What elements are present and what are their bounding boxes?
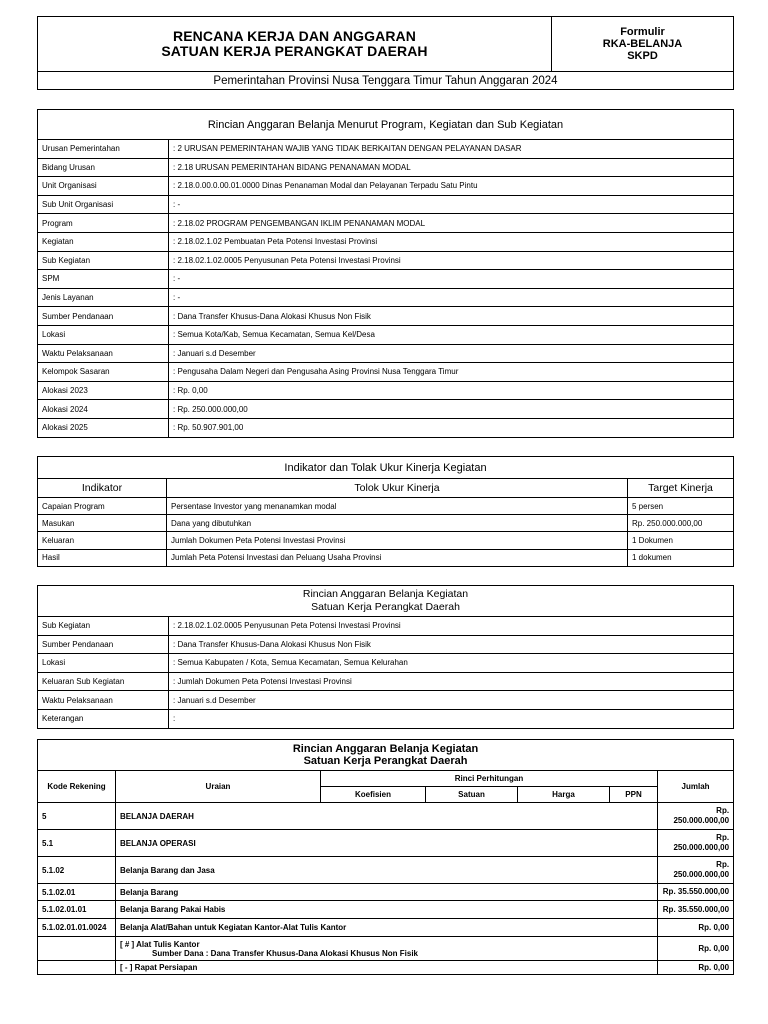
expenditure-description [116, 830, 658, 857]
program-detail-row [38, 214, 734, 233]
description-line-1: Belanja Barang dan Jasa [120, 865, 215, 875]
form-line-1: Formulir [620, 26, 665, 38]
expenditure-table [37, 739, 734, 975]
detail-label: Sub Kegiatan [38, 251, 169, 270]
detail-label: Alokasi 2024 [38, 400, 169, 419]
expenditure-row [38, 901, 734, 919]
indicator-name: Hasil [38, 549, 167, 566]
detail-value: : 2.18 URUSAN PEMERINTAHAN BIDANG PENANAMAN MODAL [169, 158, 734, 177]
program-details-table [37, 109, 734, 438]
detail-value: : Januari s.d Desember [169, 344, 734, 363]
expenditure-row [38, 857, 734, 884]
program-detail-row [38, 381, 734, 400]
detail-value: : Semua Kota/Kab, Semua Kecamatan, Semua Kel/Desa [169, 325, 734, 344]
program-detail-row [38, 418, 734, 437]
document-subtitle: Pemerintahan Provinsi Nusa Tenggara Timur Tahun Anggaran 2024 [38, 72, 734, 90]
expenditure-amount [658, 884, 734, 901]
document-title [38, 17, 552, 72]
detail-value: : 2.18.02.1.02.0005 Penyusunan Peta Potensi Investasi Provinsi [169, 617, 734, 636]
indicator-measure: Persentase Investor yang menanamkan modal [167, 498, 628, 515]
description-line-1: Belanja Alat/Bahan untuk Kegiatan Kantor-Alat Tulis Kantor [120, 923, 347, 932]
detail-value: : Rp. 250.000.000,00 [169, 400, 734, 419]
header-block [37, 16, 734, 90]
amount-line-1: Rp. 35.550.000,00 [662, 904, 730, 914]
detail-label: Waktu Pelaksanaan [38, 344, 169, 363]
detail-label: Kelompok Sasaran [38, 363, 169, 382]
detail-value: : Rp. 50.907.901,00 [169, 418, 734, 437]
indicator-measure: Dana yang dibutuhkan [167, 515, 628, 532]
activity-detail-row [38, 617, 734, 636]
detail-label: Keluaran Sub Kegiatan [38, 672, 169, 691]
detail-label: Program [38, 214, 169, 233]
detail-value: : - [169, 270, 734, 289]
expenditure-amount [658, 803, 734, 830]
program-detail-row [38, 177, 734, 196]
indicator-title: Indikator dan Tolak Ukur Kinerja Kegiatan [38, 457, 734, 479]
col-jumlah: Jumlah [658, 771, 734, 803]
program-detail-row [38, 363, 734, 382]
description-line-1: BELANJA DAERAH [120, 811, 194, 821]
detail-value: : 2 URUSAN PEMERINTAHAN WAJIB YANG TIDAK BERKAITAN DENGAN PELAYANAN DASAR [169, 140, 734, 159]
activity-title-line-2: Satuan Kerja Perangkat Daerah [311, 601, 460, 613]
col-indikator: Indikator [38, 479, 167, 498]
expenditure-amount [658, 919, 734, 937]
title-line-1: RENCANA KERJA DAN ANGGARAN [173, 28, 416, 44]
detail-label: Keterangan [38, 709, 169, 728]
activity-detail-row [38, 635, 734, 654]
title-line-2: SATUAN KERJA PERANGKAT DAERAH [161, 43, 428, 59]
detail-label: Urusan Pemerintahan [38, 140, 169, 159]
detail-label: Lokasi [38, 654, 169, 673]
expenditure-description [116, 857, 658, 884]
program-detail-row [38, 307, 734, 326]
expenditure-code [38, 937, 116, 961]
detail-label: Bidang Urusan [38, 158, 169, 177]
detail-label: SPM [38, 270, 169, 289]
expenditure-title-line-1: Rincian Anggaran Belanja Kegiatan [292, 743, 479, 755]
detail-label: Lokasi [38, 325, 169, 344]
expenditure-code: 5.1 [38, 830, 116, 857]
indicator-target: 1 Dokumen [628, 532, 734, 549]
detail-value: : 2.18.02.1.02.0005 Penyusunan Peta Potensi Investasi Provinsi [169, 251, 734, 270]
description-line-1: Belanja Barang [120, 887, 179, 897]
activity-detail-row [38, 691, 734, 710]
description-line-2: Sumber Dana : Dana Transfer Khusus-Dana Alokasi Khusus Non Fisik [152, 948, 418, 958]
expenditure-code: 5.1.02.01 [38, 884, 116, 901]
detail-label: Jenis Layanan [38, 288, 169, 307]
col-rinci-perhitungan: Rinci Perhitungan [321, 771, 658, 787]
expenditure-description [116, 961, 658, 975]
expenditure-title [38, 740, 734, 771]
amount-line-2: 250.000.000,00 [673, 870, 730, 879]
col-koefisien: Koefisien [321, 787, 426, 803]
expenditure-code: 5.1.02.01.01 [38, 901, 116, 919]
description-line-1: Belanja Barang Pakai Habis [120, 905, 226, 914]
expenditure-row [38, 919, 734, 937]
detail-value: : [169, 709, 734, 728]
form-line-3: SKPD [627, 50, 658, 62]
program-detail-row [38, 251, 734, 270]
expenditure-amount [658, 937, 734, 961]
col-ppn: PPN [610, 787, 658, 803]
expenditure-description [116, 919, 658, 937]
program-detail-row [38, 158, 734, 177]
detail-value: : Semua Kabupaten / Kota, Semua Kecamatan, Semua Kelurahan [169, 654, 734, 673]
detail-value: : 2.18.0.00.0.00.01.0000 Dinas Penanaman Modal dan Pelayanan Terpadu Satu Pintu [169, 177, 734, 196]
col-uraian: Uraian [116, 771, 321, 803]
activity-title-line-1: Rincian Anggaran Belanja Kegiatan [302, 588, 469, 600]
expenditure-amount [658, 961, 734, 975]
expenditure-code [38, 961, 116, 975]
amount-line-1: Rp. [716, 833, 730, 842]
detail-value: : - [169, 195, 734, 214]
expenditure-row [38, 937, 734, 961]
activity-details-table [37, 585, 734, 729]
amount-line-1: Rp. 0,00 [698, 962, 730, 972]
expenditure-code: 5.1.02 [38, 857, 116, 884]
detail-label: Sumber Pendanaan [38, 307, 169, 326]
amount-line-2: 250.000.000,00 [673, 843, 730, 852]
program-details-title: Rincian Anggaran Belanja Menurut Program, Kegiatan dan Sub Kegiatan [38, 110, 734, 140]
program-detail-row [38, 400, 734, 419]
indicator-name: Keluaran [38, 532, 167, 549]
col-satuan: Satuan [426, 787, 518, 803]
expenditure-row [38, 830, 734, 857]
col-tolok-ukur: Tolok Ukur Kinerja [167, 479, 628, 498]
program-detail-row [38, 232, 734, 251]
program-detail-row [38, 270, 734, 289]
indicator-row [38, 532, 734, 549]
amount-line-1: Rp. 35.550.000,00 [662, 887, 730, 896]
indicator-row [38, 515, 734, 532]
indicator-table [37, 456, 734, 567]
indicator-target: Rp. 250.000.000,00 [628, 515, 734, 532]
amount-line-1: Rp. [716, 860, 730, 869]
description-line-1: BELANJA OPERASI [120, 838, 196, 848]
detail-label: Waktu Pelaksanaan [38, 691, 169, 710]
detail-value: : Dana Transfer Khusus-Dana Alokasi Khusus Non Fisik [169, 635, 734, 654]
activity-detail-row [38, 672, 734, 691]
expenditure-amount [658, 901, 734, 919]
program-detail-row [38, 288, 734, 307]
amount-line-1: Rp. 0,00 [698, 943, 730, 953]
detail-label: Sub Unit Organisasi [38, 195, 169, 214]
expenditure-row [38, 803, 734, 830]
indicator-name: Capaian Program [38, 498, 167, 515]
expenditure-amount [658, 857, 734, 884]
indicator-target: 5 persen [628, 498, 734, 515]
expenditure-code: 5.1.02.01.01.0024 [38, 919, 116, 937]
program-detail-row [38, 140, 734, 159]
detail-value: : 2.18.02 PROGRAM PENGEMBANGAN IKLIM PENANAMAN MODAL [169, 214, 734, 233]
detail-value: : 2.18.02.1.02 Pembuatan Peta Potensi Investasi Provinsi [169, 232, 734, 251]
indicator-row [38, 549, 734, 566]
detail-label: Sumber Pendanaan [38, 635, 169, 654]
expenditure-row [38, 961, 734, 975]
detail-value: : Pengusaha Dalam Negeri dan Pengusaha Asing Provinsi Nusa Tenggara Timur [169, 363, 734, 382]
form-line-2: RKA-BELANJA [602, 38, 683, 50]
detail-value: : Dana Transfer Khusus-Dana Alokasi Khusus Non Fisik [169, 307, 734, 326]
activity-detail-row [38, 709, 734, 728]
detail-label: Alokasi 2023 [38, 381, 169, 400]
indicator-measure: Jumlah Dokumen Peta Potensi Investasi Provinsi [167, 532, 628, 549]
col-target-kinerja: Target Kinerja [628, 479, 734, 498]
description-line-1: [ - ] Rapat Persiapan [120, 963, 198, 972]
expenditure-row [38, 884, 734, 901]
expenditure-description [116, 901, 658, 919]
indicator-name: Masukan [38, 515, 167, 532]
program-detail-row [38, 195, 734, 214]
indicator-row [38, 498, 734, 515]
program-detail-row [38, 344, 734, 363]
detail-value: : Rp. 0,00 [169, 381, 734, 400]
amount-line-1: Rp. 0,00 [698, 922, 730, 932]
detail-value: : - [169, 288, 734, 307]
expenditure-description [116, 884, 658, 901]
col-harga: Harga [518, 787, 610, 803]
indicator-measure: Jumlah Peta Potensi Investasi dan Peluang Usaha Provinsi [167, 549, 628, 566]
indicator-target: 1 dokumen [628, 549, 734, 566]
detail-label: Unit Organisasi [38, 177, 169, 196]
detail-label: Kegiatan [38, 232, 169, 251]
description-line-1: [ # ] Alat Tulis Kantor [120, 939, 200, 949]
detail-value: : Januari s.d Desember [169, 691, 734, 710]
detail-value: : Jumlah Dokumen Peta Potensi Investasi Provinsi [169, 672, 734, 691]
expenditure-description [116, 937, 658, 961]
expenditure-description [116, 803, 658, 830]
program-detail-row [38, 325, 734, 344]
expenditure-code: 5 [38, 803, 116, 830]
expenditure-title-line-2: Satuan Kerja Perangkat Daerah [303, 755, 468, 767]
form-code [552, 17, 734, 72]
activity-details-title [38, 586, 734, 617]
expenditure-amount [658, 830, 734, 857]
activity-detail-row [38, 654, 734, 673]
amount-line-2: 250.000.000,00 [673, 816, 730, 825]
amount-line-1: Rp. [716, 806, 730, 815]
detail-label: Sub Kegiatan [38, 617, 169, 636]
col-kode-rekening: Kode Rekening [38, 771, 116, 803]
detail-label: Alokasi 2025 [38, 418, 169, 437]
